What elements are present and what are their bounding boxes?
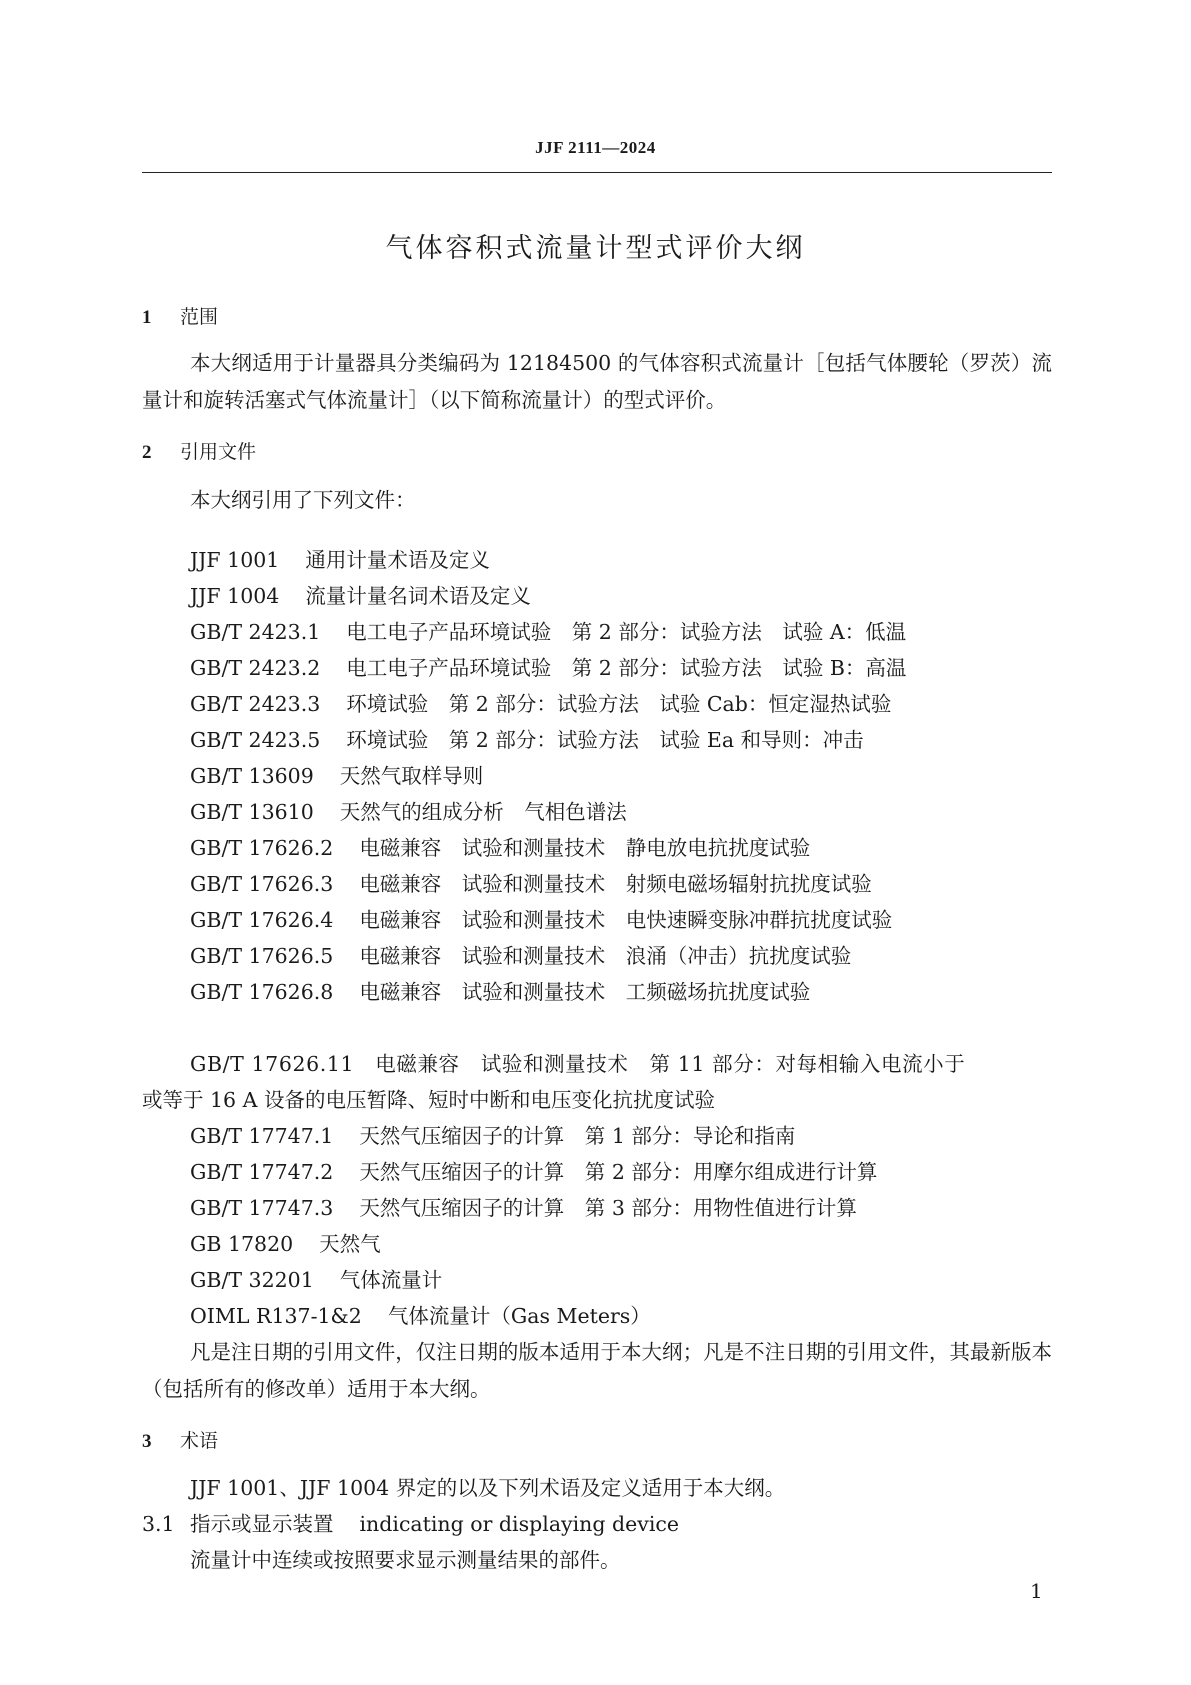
section-2-heading	[142, 437, 256, 464]
section-3-intro: JJF 1001、JJF 1004 界定的以及下列术语及定义适用于本大纲。	[190, 1476, 786, 1500]
reference-item: GB/T 17626.3 电磁兼容 试验和测量技术 射频电磁场辐射抗扰度试验	[190, 872, 872, 896]
reference-item: GB/T 17747.1 天然气压缩因子的计算 第 1 部分：导论和指南	[190, 1124, 796, 1148]
reference-item: GB/T 17626.8 电磁兼容 试验和测量技术 工频磁场抗扰度试验	[190, 980, 811, 1004]
reference-item: GB/T 2423.2 电工电子产品环境试验 第 2 部分：试验方法 试验 B：高温	[190, 656, 907, 680]
reference-item: GB/T 17626.2 电磁兼容 试验和测量技术 静电放电抗扰度试验	[190, 836, 811, 860]
section-2-intro: 本大纲引用了下列文件：	[190, 488, 416, 512]
reference-item: GB/T 2423.3 环境试验 第 2 部分：试验方法 试验 Cab：恒定湿热试验	[190, 692, 892, 716]
section-title: 范围	[180, 306, 219, 328]
section-1-heading	[142, 302, 218, 329]
reference-item: GB/T 32201 气体流量计	[190, 1268, 443, 1292]
term-entry	[142, 1506, 679, 1542]
term-english: indicating or displaying device	[359, 1512, 680, 1536]
reference-list	[190, 542, 906, 1010]
reference-item: GB/T 13609 天然气取样导则	[190, 764, 484, 788]
reference-line: GB/T 17626.11 电磁兼容 试验和测量技术 第 11 部分：对每相输入电流小于	[190, 1052, 966, 1076]
reference-item: GB/T 17747.2 天然气压缩因子的计算 第 2 部分：用摩尔组成进行计算	[190, 1160, 878, 1184]
term-number: 3.1	[142, 1512, 175, 1536]
section-number: 3	[142, 1431, 152, 1452]
reference-item: GB/T 2423.5 环境试验 第 2 部分：试验方法 试验 Ea 和导则：冲击	[190, 728, 864, 752]
term-definition: 流量计中连续或按照要求显示测量结果的部件。	[190, 1548, 621, 1572]
document-title: 气体容积式流量计型式评价大纲	[385, 233, 806, 264]
header-rule	[142, 172, 1052, 173]
reference-line-continued: 或等于 16 A 设备的电压暂降、短时中断和电压变化抗扰度试验	[142, 1088, 715, 1112]
page-number: 1	[1030, 1579, 1043, 1603]
reference-list-continued	[190, 1118, 877, 1334]
section-3-heading	[142, 1426, 218, 1453]
section-number: 2	[142, 442, 152, 463]
reference-item-wrapped	[142, 1046, 1052, 1118]
reference-item: GB/T 13610 天然气的组成分析 气相色谱法	[190, 800, 627, 824]
reference-item: GB/T 17626.5 电磁兼容 试验和测量技术 浪涌（冲击）抗扰度试验	[190, 944, 852, 968]
reference-item: JJF 1001 通用计量术语及定义	[190, 548, 490, 572]
reference-item: GB/T 17747.3 天然气压缩因子的计算 第 3 部分：用物性值进行计算	[190, 1196, 857, 1220]
term-chinese: 指示或显示装置	[190, 1512, 334, 1536]
reference-item: GB 17820 天然气	[190, 1232, 381, 1256]
section-title: 引用文件	[180, 441, 257, 463]
reference-item: GB/T 2423.1 电工电子产品环境试验 第 2 部分：试验方法 试验 A：低温	[190, 620, 907, 644]
reference-item: JJF 1004 流量计量名词术语及定义	[190, 584, 531, 608]
section-1-text: 本大纲适用于计量器具分类编码为 12184500 的气体容积式流量计［包括气体腰轮（罗茨）流量计和旋转活塞式气体流量计］（以下简称流量计）的型式评价。	[142, 351, 1052, 412]
reference-item: GB/T 17626.4 电磁兼容 试验和测量技术 电快速瞬变脉冲群抗扰度试验	[190, 908, 893, 932]
reference-item: OIML R137-1&2 气体流量计（Gas Meters）	[190, 1304, 651, 1328]
section-2-closing: 凡是注日期的引用文件，仅注日期的版本适用于本大纲；凡是不注日期的引用文件，其最新版本（包括所有的修改单）适用于本大纲。	[142, 1340, 1052, 1401]
section-title: 术语	[180, 1430, 219, 1452]
section-number: 1	[142, 307, 152, 328]
standard-code-header: JJF 2111—2024	[535, 138, 656, 157]
